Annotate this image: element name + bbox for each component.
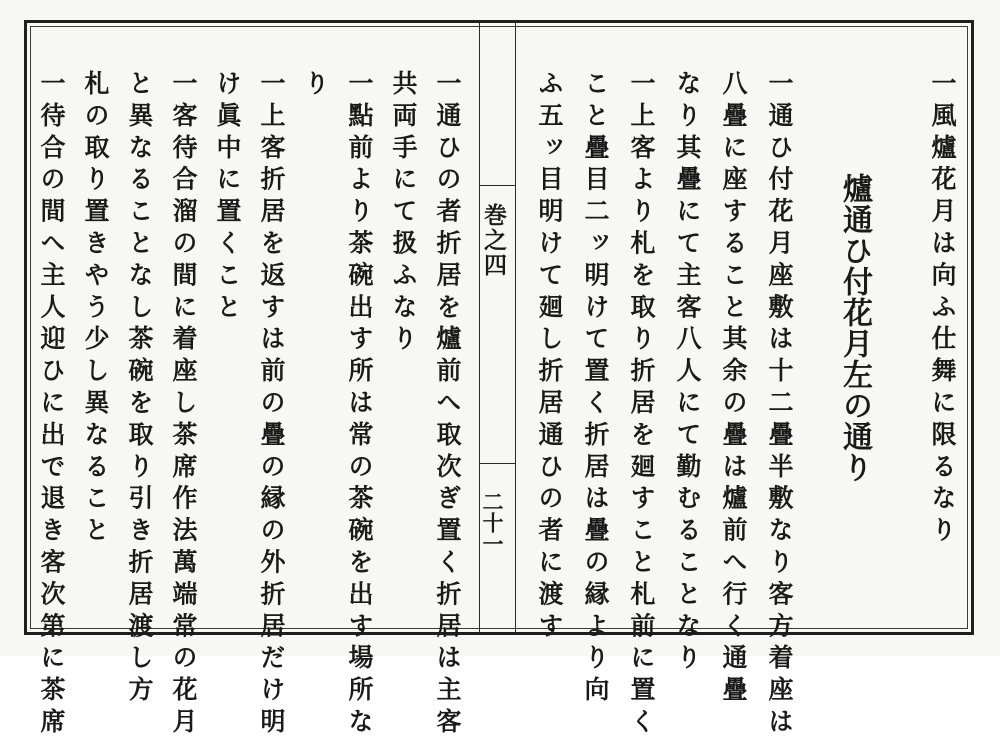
left-column-7: 一客待合溜の間に着座し茶席作法萬端常の花月 xyxy=(169,70,198,740)
gutter-bottom-mark xyxy=(479,463,515,464)
left-column-6: け眞中に置くこと xyxy=(213,70,242,326)
right-column-4: 八疊に座すること其余の疊は爐前へ行く通疊 xyxy=(719,70,748,708)
gutter-right-rule xyxy=(515,23,516,632)
right-column-3: 一通ひ付花月座敷は十二疊半敷なり客方着座は xyxy=(765,70,794,740)
left-column-2: 共両手にて扱ふなり xyxy=(389,70,418,358)
page-number: 二十一 xyxy=(480,491,505,554)
right-column-5: なり其疊にて主客八人にて勤むることなり xyxy=(673,70,702,677)
right-column-1: 一風爐花月は向ふ仕舞に限るなり xyxy=(928,70,957,549)
left-column-1: 一通ひの者折居を爐前へ取次ぎ置く折居は主客 xyxy=(433,70,462,740)
section-heading: 爐通ひ付花月左の通り xyxy=(837,173,872,483)
right-column-6: 一上客より札を取り折居を廻すこと札前に置く xyxy=(627,70,656,740)
left-column-8: と異なることなし茶碗を取り引き折居渡し方 xyxy=(125,70,154,708)
volume-label: 巻之四 xyxy=(480,203,507,278)
right-column-8: ふ五ッ目明けて廻し折居通ひの者に渡す xyxy=(535,70,564,645)
left-column-3: 一點前より茶碗出す所は常の茶碗を出す場所な xyxy=(345,70,374,740)
gutter-top-mark xyxy=(479,185,515,186)
left-column-4: り xyxy=(301,70,330,102)
left-column-9: 札の取り置きやう少し異なること xyxy=(81,70,110,549)
right-column-7: こと疊目二ッ明けて置く折居は疊の縁より向 xyxy=(581,70,610,708)
left-column-5: 一上客折居を返すは前の疊の縁の外折居だけ明 xyxy=(257,70,286,740)
page-frame xyxy=(24,20,974,740)
left-column-10: 一待合の間へ主人迎ひに出で退き客次第に茶席 xyxy=(37,70,66,740)
